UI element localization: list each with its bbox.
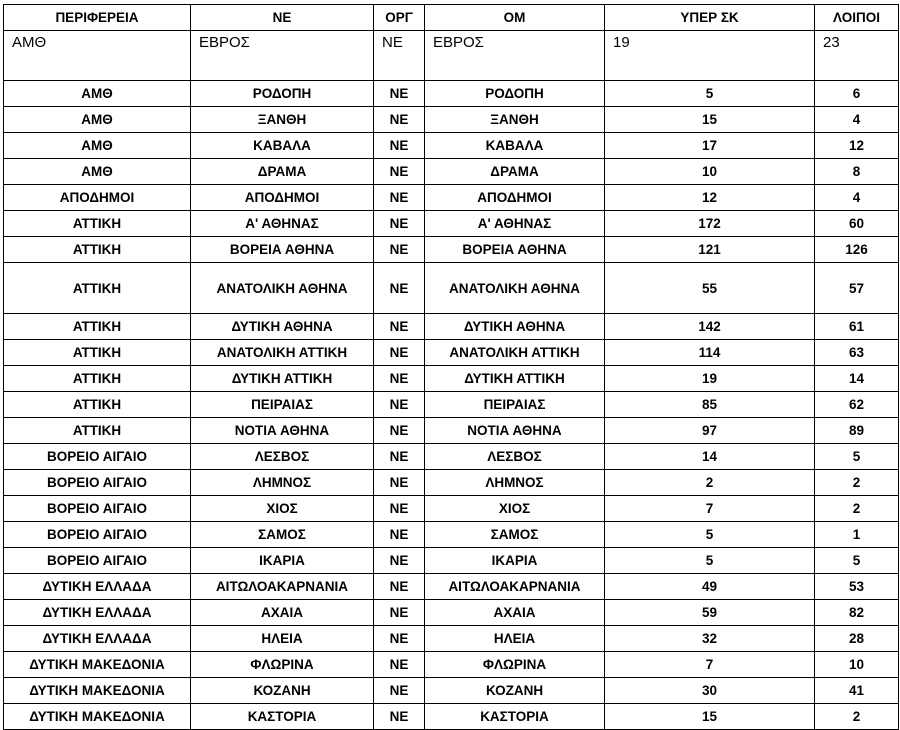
column-om-cell: ΞΑΝΘΗ xyxy=(425,107,605,133)
header-row xyxy=(4,5,899,31)
column-loipoi-cell: 6 xyxy=(815,81,899,107)
column-yper-sk-cell: 49 xyxy=(605,574,815,600)
table-row xyxy=(4,31,899,81)
column-periferia-header: ΠΕΡΙΦΕΡΕΙΑ xyxy=(4,5,191,31)
column-org-cell: ΝΕ xyxy=(374,237,425,263)
column-om-cell: ΠΕΙΡΑΙΑΣ xyxy=(425,392,605,418)
column-org-cell: ΝΕ xyxy=(374,522,425,548)
column-loipoi-cell: 1 xyxy=(815,522,899,548)
column-periferia-cell: ΒΟΡΕΙΟ ΑΙΓΑΙΟ xyxy=(4,548,191,574)
column-om-cell: ΚΟΖΑΝΗ xyxy=(425,678,605,704)
column-org-cell: ΝΕ xyxy=(374,626,425,652)
column-loipoi-cell: 12 xyxy=(815,133,899,159)
table-row xyxy=(4,133,899,159)
column-om-cell: ΑΝΑΤΟΛΙΚΗ ΑΤΤΙΚΗ xyxy=(425,340,605,366)
column-ne-cell: ΕΒΡΟΣ xyxy=(191,31,374,81)
column-om-cell: ΑΝΑΤΟΛΙΚΗ ΑΘΗΝΑ xyxy=(425,263,605,314)
column-periferia-cell: ΒΟΡΕΙΟ ΑΙΓΑΙΟ xyxy=(4,444,191,470)
column-periferia-cell: ΑΤΤΙΚΗ xyxy=(4,237,191,263)
table-row xyxy=(4,600,899,626)
column-yper-sk-cell: 55 xyxy=(605,263,815,314)
column-periferia-cell: ΔΥΤΙΚΗ ΜΑΚΕΔΟΝΙΑ xyxy=(4,704,191,730)
column-org-cell: ΝΕ xyxy=(374,600,425,626)
column-org-cell: ΝΕ xyxy=(374,574,425,600)
column-om-cell: Α' ΑΘΗΝΑΣ xyxy=(425,211,605,237)
column-loipoi-cell: 23 xyxy=(815,31,899,81)
column-ne-cell: ΙΚΑΡΙΑ xyxy=(191,548,374,574)
column-ne-cell: ΚΟΖΑΝΗ xyxy=(191,678,374,704)
column-ne-cell: ΛΕΣΒΟΣ xyxy=(191,444,374,470)
column-yper-sk-cell: 7 xyxy=(605,652,815,678)
column-yper-sk-cell: 12 xyxy=(605,185,815,211)
column-ne-cell: ΦΛΩΡΙΝΑ xyxy=(191,652,374,678)
column-org-cell: ΝΕ xyxy=(374,704,425,730)
column-yper-sk-cell: 32 xyxy=(605,626,815,652)
table-row xyxy=(4,626,899,652)
column-periferia-cell: ΑΜΘ xyxy=(4,159,191,185)
column-yper-sk-header: ΥΠΕΡ ΣΚ xyxy=(605,5,815,31)
table-row xyxy=(4,107,899,133)
column-yper-sk-cell: 114 xyxy=(605,340,815,366)
column-ne-cell: ΔΥΤΙΚΗ ΑΤΤΙΚΗ xyxy=(191,366,374,392)
column-yper-sk-cell: 5 xyxy=(605,548,815,574)
column-org-cell: ΝΕ xyxy=(374,107,425,133)
column-om-cell: ΑΠΟΔΗΜΟΙ xyxy=(425,185,605,211)
table-row xyxy=(4,704,899,730)
column-loipoi-cell: 14 xyxy=(815,366,899,392)
column-org-cell: ΝΕ xyxy=(374,366,425,392)
column-periferia-cell: ΔΥΤΙΚΗ ΜΑΚΕΔΟΝΙΑ xyxy=(4,652,191,678)
column-loipoi-cell: 41 xyxy=(815,678,899,704)
column-om-cell: ΕΒΡΟΣ xyxy=(425,31,605,81)
table-row xyxy=(4,340,899,366)
column-org-cell: ΝΕ xyxy=(374,392,425,418)
column-yper-sk-cell: 5 xyxy=(605,81,815,107)
column-org-cell: ΝΕ xyxy=(374,159,425,185)
column-yper-sk-cell: 15 xyxy=(605,107,815,133)
column-ne-cell: ΔΥΤΙΚΗ ΑΘΗΝΑ xyxy=(191,314,374,340)
column-periferia-cell: ΑΜΘ xyxy=(4,133,191,159)
column-loipoi-cell: 4 xyxy=(815,107,899,133)
column-loipoi-cell: 82 xyxy=(815,600,899,626)
column-ne-cell: ΣΑΜΟΣ xyxy=(191,522,374,548)
column-loipoi-cell: 62 xyxy=(815,392,899,418)
column-om-cell: ΣΑΜΟΣ xyxy=(425,522,605,548)
table-body xyxy=(4,31,899,730)
column-ne-cell: ΠΕΙΡΑΙΑΣ xyxy=(191,392,374,418)
table-row xyxy=(4,159,899,185)
column-ne-cell: ΑΝΑΤΟΛΙΚΗ ΑΤΤΙΚΗ xyxy=(191,340,374,366)
column-ne-cell: ΡΟΔΟΠΗ xyxy=(191,81,374,107)
table-row xyxy=(4,418,899,444)
table-row xyxy=(4,366,899,392)
column-ne-cell: ΒΟΡΕΙΑ ΑΘΗΝΑ xyxy=(191,237,374,263)
column-org-cell: ΝΕ xyxy=(374,678,425,704)
column-org-cell: ΝΕ xyxy=(374,652,425,678)
column-ne-cell: ΑΝΑΤΟΛΙΚΗ ΑΘΗΝΑ xyxy=(191,263,374,314)
table-row xyxy=(4,185,899,211)
column-yper-sk-cell: 5 xyxy=(605,522,815,548)
column-om-cell: ΗΛΕΙΑ xyxy=(425,626,605,652)
column-loipoi-cell: 60 xyxy=(815,211,899,237)
column-om-cell: ΦΛΩΡΙΝΑ xyxy=(425,652,605,678)
column-om-cell: ΛΕΣΒΟΣ xyxy=(425,444,605,470)
column-loipoi-cell: 57 xyxy=(815,263,899,314)
column-loipoi-cell: 2 xyxy=(815,704,899,730)
column-periferia-cell: ΒΟΡΕΙΟ ΑΙΓΑΙΟ xyxy=(4,496,191,522)
column-yper-sk-cell: 97 xyxy=(605,418,815,444)
table-row xyxy=(4,81,899,107)
column-ne-cell: ΑΠΟΔΗΜΟΙ xyxy=(191,185,374,211)
column-loipoi-cell: 126 xyxy=(815,237,899,263)
column-yper-sk-cell: 7 xyxy=(605,496,815,522)
column-yper-sk-cell: 17 xyxy=(605,133,815,159)
column-periferia-cell: ΔΥΤΙΚΗ ΕΛΛΑΔΑ xyxy=(4,626,191,652)
column-om-cell: ΑΧΑΙΑ xyxy=(425,600,605,626)
column-yper-sk-cell: 19 xyxy=(605,366,815,392)
table-row xyxy=(4,470,899,496)
column-om-cell: ΛΗΜΝΟΣ xyxy=(425,470,605,496)
column-loipoi-cell: 28 xyxy=(815,626,899,652)
column-periferia-cell: ΑΤΤΙΚΗ xyxy=(4,418,191,444)
column-om-cell: ΚΑΣΤΟΡΙΑ xyxy=(425,704,605,730)
column-periferia-cell: ΑΤΤΙΚΗ xyxy=(4,263,191,314)
column-om-cell: ΙΚΑΡΙΑ xyxy=(425,548,605,574)
column-ne-cell: ΧΙΟΣ xyxy=(191,496,374,522)
column-loipoi-cell: 61 xyxy=(815,314,899,340)
column-loipoi-cell: 4 xyxy=(815,185,899,211)
column-ne-cell: Α' ΑΘΗΝΑΣ xyxy=(191,211,374,237)
column-ne-cell: ΚΑΒΑΛΑ xyxy=(191,133,374,159)
column-loipoi-cell: 63 xyxy=(815,340,899,366)
column-org-cell: ΝΕ xyxy=(374,263,425,314)
column-periferia-cell: ΑΠΟΔΗΜΟΙ xyxy=(4,185,191,211)
column-yper-sk-cell: 59 xyxy=(605,600,815,626)
column-om-cell: ΧΙΟΣ xyxy=(425,496,605,522)
column-ne-cell: ΞΑΝΘΗ xyxy=(191,107,374,133)
column-ne-cell: ΛΗΜΝΟΣ xyxy=(191,470,374,496)
table-row xyxy=(4,496,899,522)
column-org-cell: ΝΕ xyxy=(374,31,425,81)
column-yper-sk-cell: 10 xyxy=(605,159,815,185)
table-row xyxy=(4,263,899,314)
column-ne-cell: ΑΙΤΩΛΟΑΚΑΡΝΑΝΙΑ xyxy=(191,574,374,600)
column-org-cell: ΝΕ xyxy=(374,185,425,211)
column-om-cell: ΡΟΔΟΠΗ xyxy=(425,81,605,107)
data-table xyxy=(3,4,899,730)
column-om-cell: ΚΑΒΑΛΑ xyxy=(425,133,605,159)
table-row xyxy=(4,392,899,418)
column-om-cell: ΒΟΡΕΙΑ ΑΘΗΝΑ xyxy=(425,237,605,263)
column-om-cell: ΔΥΤΙΚΗ ΑΘΗΝΑ xyxy=(425,314,605,340)
column-periferia-cell: ΔΥΤΙΚΗ ΜΑΚΕΔΟΝΙΑ xyxy=(4,678,191,704)
column-org-cell: ΝΕ xyxy=(374,470,425,496)
table-row xyxy=(4,522,899,548)
table-row xyxy=(4,678,899,704)
column-yper-sk-cell: 15 xyxy=(605,704,815,730)
column-org-cell: ΝΕ xyxy=(374,81,425,107)
column-periferia-cell: ΒΟΡΕΙΟ ΑΙΓΑΙΟ xyxy=(4,470,191,496)
column-om-cell: ΑΙΤΩΛΟΑΚΑΡΝΑΝΙΑ xyxy=(425,574,605,600)
table-row xyxy=(4,574,899,600)
column-yper-sk-cell: 142 xyxy=(605,314,815,340)
column-ne-cell: ΑΧΑΙΑ xyxy=(191,600,374,626)
column-om-cell: ΔΥΤΙΚΗ ΑΤΤΙΚΗ xyxy=(425,366,605,392)
column-org-cell: ΝΕ xyxy=(374,444,425,470)
column-loipoi-cell: 2 xyxy=(815,470,899,496)
column-periferia-cell: ΔΥΤΙΚΗ ΕΛΛΑΔΑ xyxy=(4,600,191,626)
column-yper-sk-cell: 19 xyxy=(605,31,815,81)
table-row xyxy=(4,652,899,678)
column-periferia-cell: ΑΤΤΙΚΗ xyxy=(4,314,191,340)
column-org-cell: ΝΕ xyxy=(374,418,425,444)
column-periferia-cell: ΑΜΘ xyxy=(4,107,191,133)
column-om-cell: ΝΟΤΙΑ ΑΘΗΝΑ xyxy=(425,418,605,444)
column-loipoi-cell: 8 xyxy=(815,159,899,185)
column-loipoi-cell: 2 xyxy=(815,496,899,522)
column-periferia-cell: ΑΜΘ xyxy=(4,31,191,81)
column-org-cell: ΝΕ xyxy=(374,314,425,340)
column-periferia-cell: ΔΥΤΙΚΗ ΕΛΛΑΔΑ xyxy=(4,574,191,600)
table-row xyxy=(4,237,899,263)
column-loipoi-cell: 53 xyxy=(815,574,899,600)
column-ne-header: ΝΕ xyxy=(191,5,374,31)
column-om-header: ΟΜ xyxy=(425,5,605,31)
column-ne-cell: ΗΛΕΙΑ xyxy=(191,626,374,652)
column-loipoi-cell: 5 xyxy=(815,548,899,574)
table-row xyxy=(4,211,899,237)
column-periferia-cell: ΑΤΤΙΚΗ xyxy=(4,392,191,418)
column-ne-cell: ΔΡΑΜΑ xyxy=(191,159,374,185)
column-ne-cell: ΝΟΤΙΑ ΑΘΗΝΑ xyxy=(191,418,374,444)
column-org-cell: ΝΕ xyxy=(374,340,425,366)
column-periferia-cell: ΑΤΤΙΚΗ xyxy=(4,366,191,392)
column-yper-sk-cell: 172 xyxy=(605,211,815,237)
column-yper-sk-cell: 14 xyxy=(605,444,815,470)
column-yper-sk-cell: 121 xyxy=(605,237,815,263)
column-loipoi-cell: 5 xyxy=(815,444,899,470)
column-loipoi-cell: 89 xyxy=(815,418,899,444)
column-ne-cell: ΚΑΣΤΟΡΙΑ xyxy=(191,704,374,730)
column-loipoi-cell: 10 xyxy=(815,652,899,678)
table-row xyxy=(4,444,899,470)
column-loipoi-header: ΛΟΙΠΟΙ xyxy=(815,5,899,31)
column-org-cell: ΝΕ xyxy=(374,211,425,237)
table-row xyxy=(4,314,899,340)
column-yper-sk-cell: 85 xyxy=(605,392,815,418)
column-periferia-cell: ΑΤΤΙΚΗ xyxy=(4,211,191,237)
column-periferia-cell: ΑΜΘ xyxy=(4,81,191,107)
column-org-header: ΟΡΓ xyxy=(374,5,425,31)
column-yper-sk-cell: 30 xyxy=(605,678,815,704)
column-org-cell: ΝΕ xyxy=(374,496,425,522)
table-row xyxy=(4,548,899,574)
column-periferia-cell: ΑΤΤΙΚΗ xyxy=(4,340,191,366)
column-org-cell: ΝΕ xyxy=(374,133,425,159)
column-org-cell: ΝΕ xyxy=(374,548,425,574)
column-periferia-cell: ΒΟΡΕΙΟ ΑΙΓΑΙΟ xyxy=(4,522,191,548)
column-om-cell: ΔΡΑΜΑ xyxy=(425,159,605,185)
column-yper-sk-cell: 2 xyxy=(605,470,815,496)
